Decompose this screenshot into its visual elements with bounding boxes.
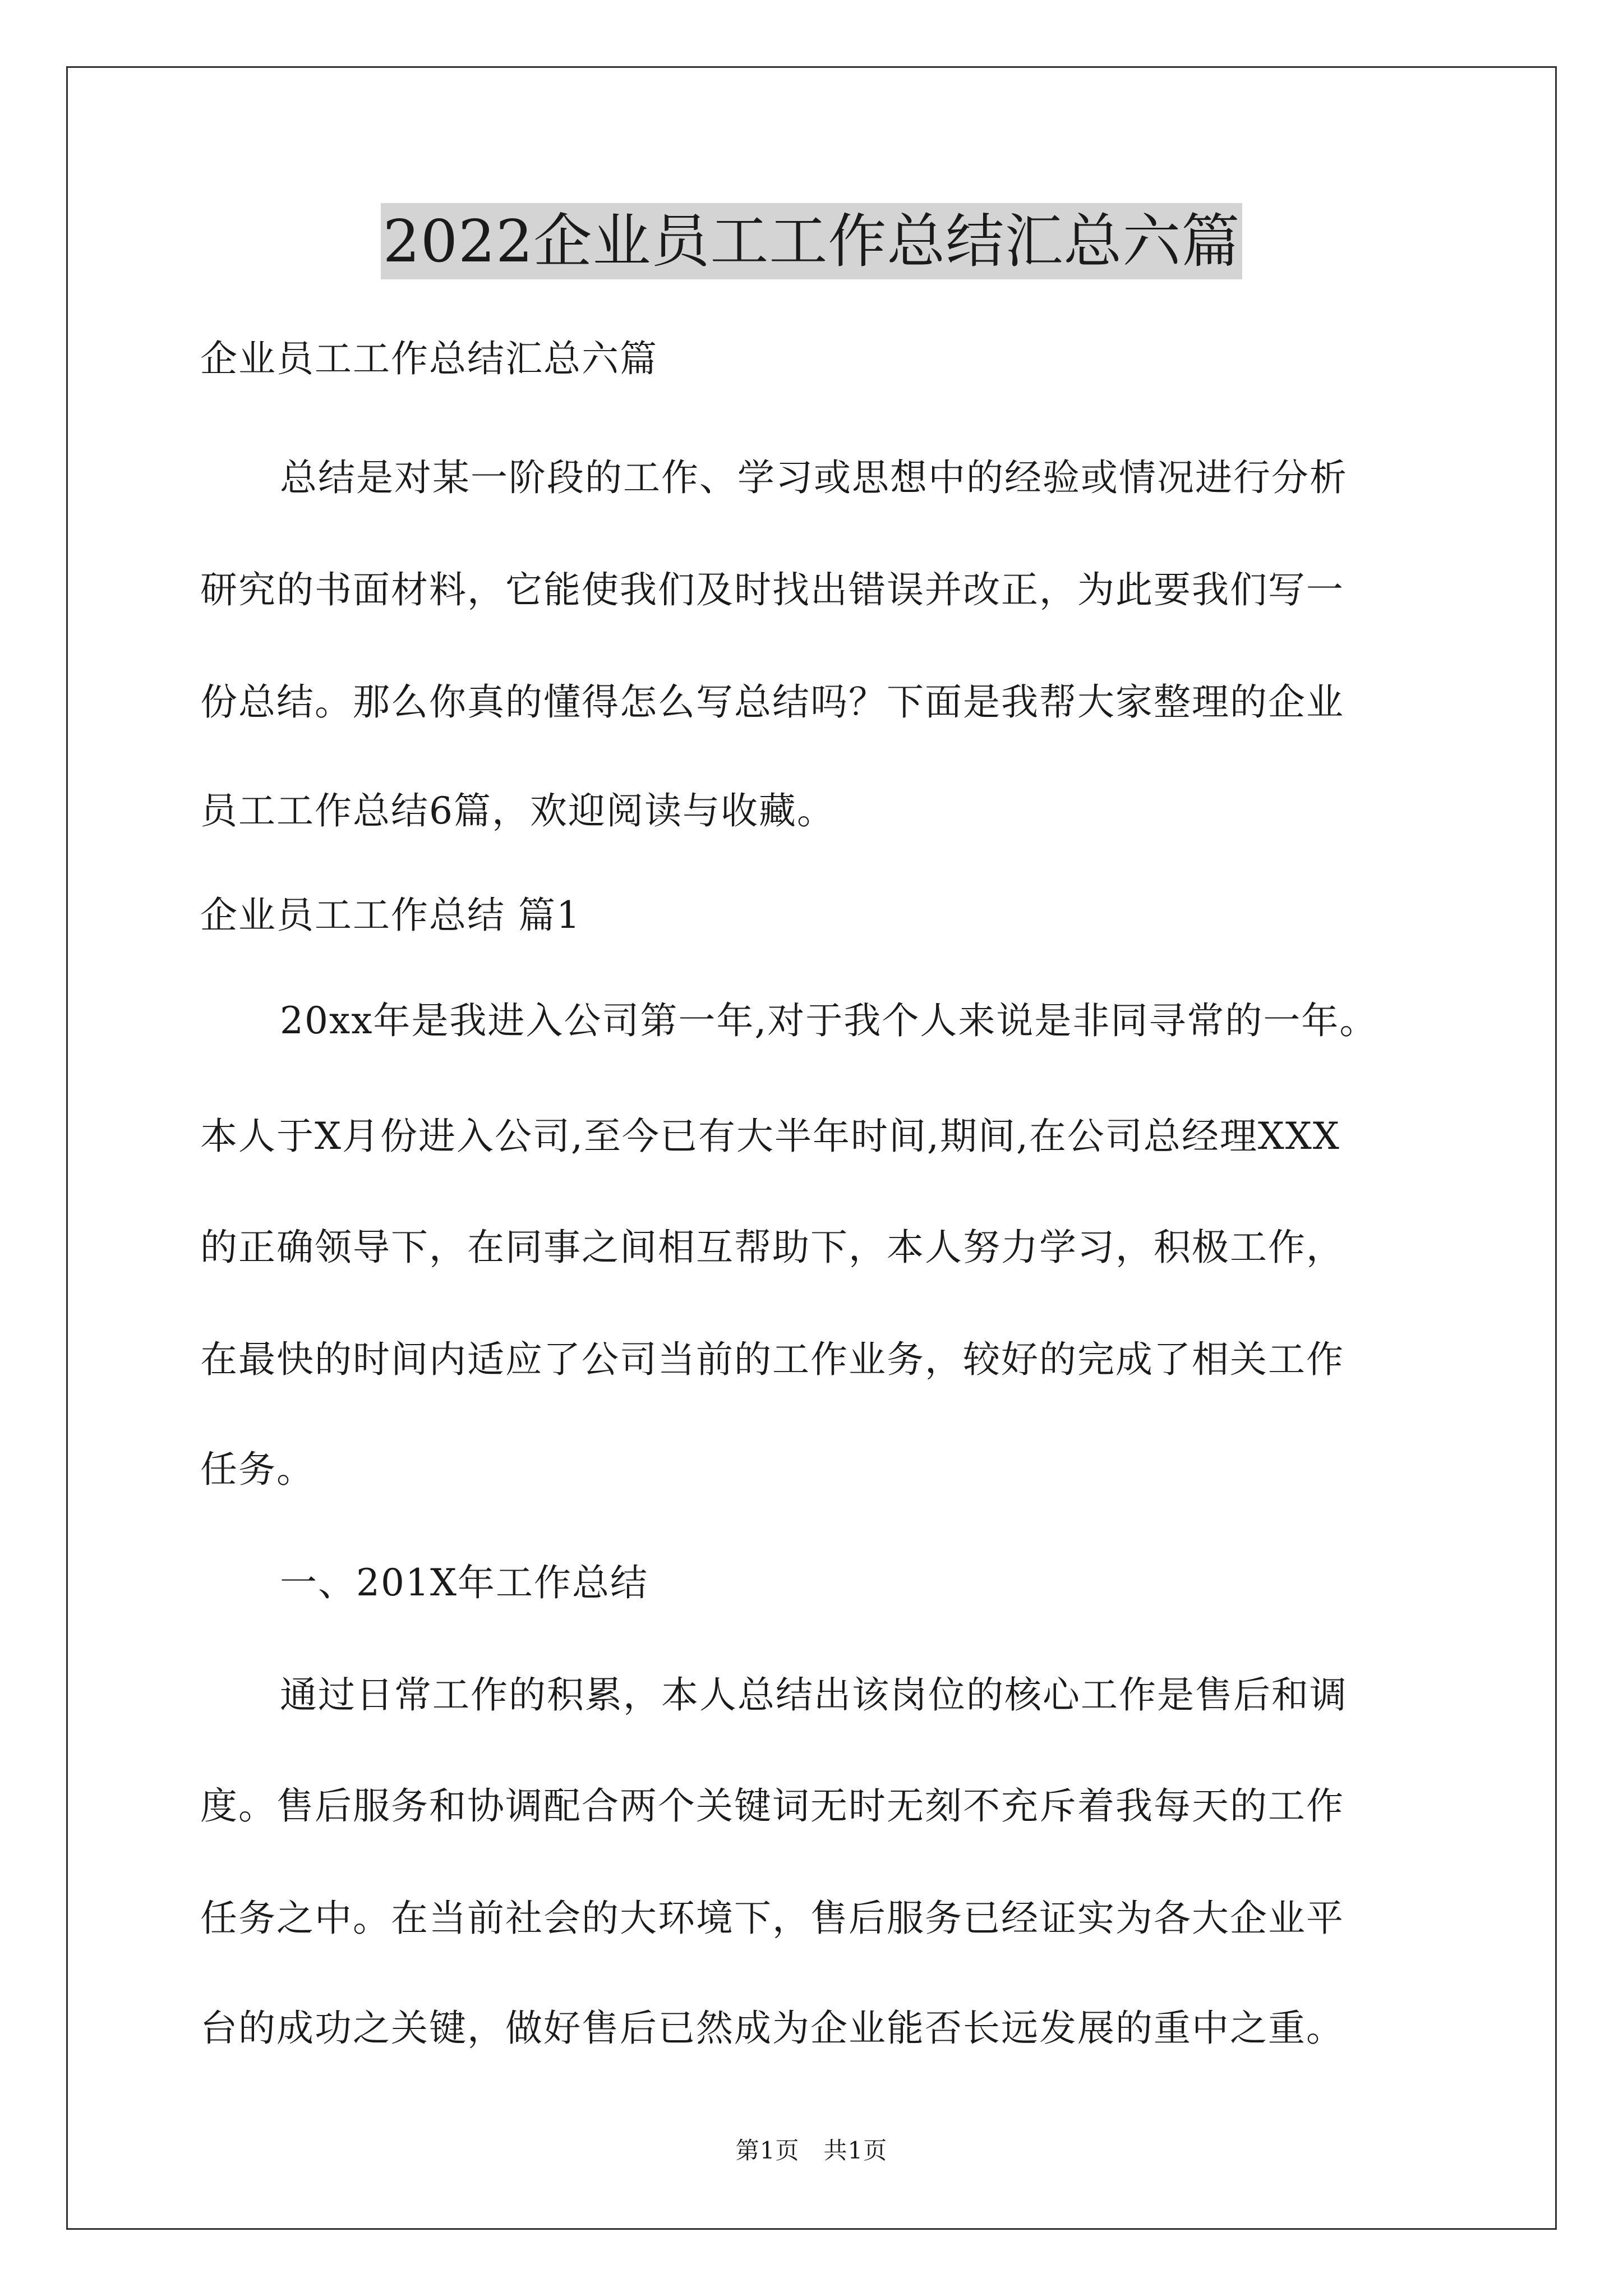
paragraph-line: 本人于X月份进入公司,至今已有大半年时间,期间,在公司总经理XXX — [200, 1115, 1340, 1158]
title-container — [0, 203, 1623, 279]
paragraph-line: 任务之中。在当前社会的大环境下，售后服务已经证实为各大企业平 — [200, 1897, 1344, 1940]
paragraph-line: 的正确领导下，在同事之间相互帮助下，本人努力学习，积极工作， — [200, 1226, 1344, 1269]
paragraph-line: 度。售后服务和协调配合两个关键词无时无刻不充斥着我每天的工作 — [200, 1784, 1344, 1828]
document-title: 2022企业员工工作总结汇总六篇 — [381, 203, 1243, 279]
section-heading: 企业员工工作总结 篇1 — [200, 894, 581, 937]
paragraph-line: 员工工作总结6篇，欢迎阅读与收藏。 — [200, 789, 835, 832]
subsection-heading: 一、201X年工作总结 — [280, 1561, 648, 1604]
paragraph-line: 总结是对某一阶段的工作、学习或思想中的经验或情况进行分析 — [280, 456, 1348, 499]
paragraph-line: 研究的书面材料，它能使我们及时找出错误并改正，为此要我们写一 — [200, 568, 1344, 611]
page-footer: 第1页 共1页 — [735, 2137, 888, 2164]
paragraph-line: 通过日常工作的积累，本人总结出该岗位的核心工作是售后和调 — [280, 1673, 1348, 1717]
paragraph-line: 在最快的时间内适应了公司当前的工作业务，较好的完成了相关工作 — [200, 1338, 1344, 1381]
paragraph-line: 任务。 — [200, 1448, 315, 1491]
paragraph-line: 份总结。那么你真的懂得怎么写总结吗？下面是我帮大家整理的企业 — [200, 680, 1344, 724]
paragraph-line: 台的成功之关键，做好售后已然成为企业能否长远发展的重中之重。 — [200, 2007, 1344, 2050]
subtitle-line: 企业员工工作总结汇总六篇 — [200, 337, 658, 380]
paragraph-line: 20xx年是我进入公司第一年,对于我个人来说是非同寻常的一年。 — [280, 999, 1378, 1042]
